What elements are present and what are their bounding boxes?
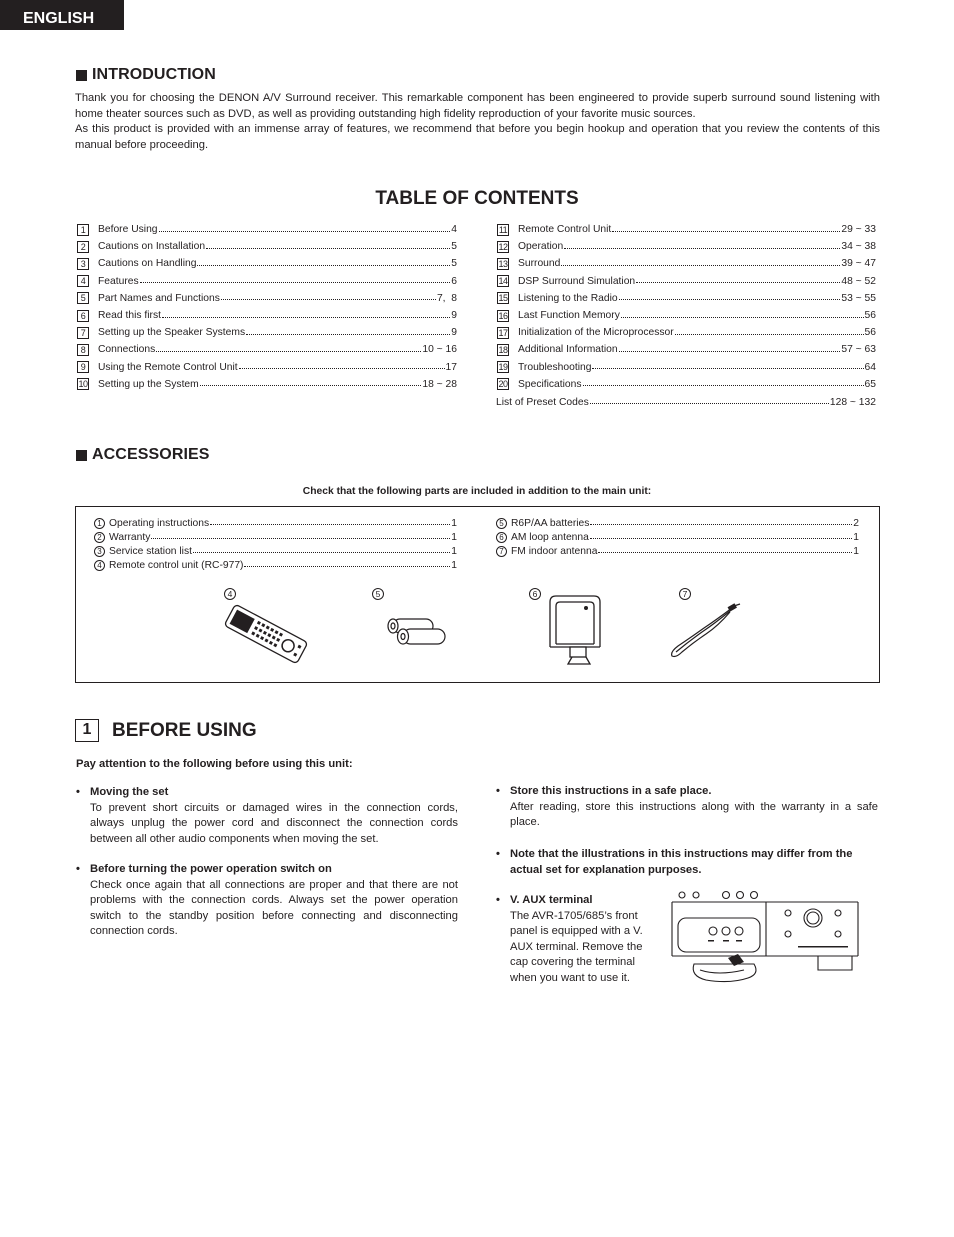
accessories-right-list [496, 516, 859, 558]
toc-label: Surround [518, 258, 561, 270]
toc-label: Before Using [98, 224, 158, 236]
toc-item[interactable] [497, 324, 876, 341]
bullet-body: The AVR-1705/685’s front panel is equipped with a V. AUX terminal. Remove the cap covering the terminal when you want to use it. [510, 909, 643, 984]
toc-item[interactable] [497, 221, 876, 238]
item-number: 6 [496, 532, 507, 543]
toc-number: 17 [498, 327, 508, 338]
introduction-text [75, 91, 880, 153]
toc-item[interactable] [497, 307, 876, 324]
introduction-heading-text: INTRODUCTION [92, 66, 216, 83]
toc-number: 14 [498, 276, 508, 287]
list-item [94, 516, 457, 530]
item-qty: 1 [451, 531, 457, 543]
toc-label: Cautions on Handling [98, 258, 197, 270]
toc-number: 19 [498, 362, 508, 373]
list-item [496, 544, 859, 558]
toc-item[interactable] [497, 255, 876, 272]
toc-page: 7, 8 [436, 292, 457, 304]
bullet-moving-the-set [76, 785, 458, 847]
toc-label: List of Preset Codes [496, 396, 589, 408]
list-item [496, 530, 859, 544]
toc-page: 5 [451, 258, 457, 270]
toc-page: 128 ~ 132 [829, 396, 876, 408]
introduction-heading [76, 66, 216, 84]
item-number: 5 [496, 518, 507, 529]
item-number: 1 [94, 518, 105, 529]
introduction-paragraph-1: Thank you for choosing the DENON A/V Surround receiver. This remarkable component has been engineered to provide superb surround sound listening with home theater sources such as DVD, as well as providing outstanding high fidelity reproduction of your favorite music sources. [75, 92, 880, 120]
introduction-paragraph-2: As this product is provided with an immense array of features, we recommend that before you begin hookup and operation that you review the contents of this manual before proceeding. [75, 123, 880, 151]
toc-page: 17 [445, 361, 457, 373]
toc-label: Operation [518, 241, 564, 253]
toc-number: 20 [498, 379, 508, 390]
toc-item-preset-codes[interactable] [496, 394, 876, 411]
toc-label: Specifications [518, 378, 582, 390]
accessories-box [75, 506, 880, 683]
toc-number: 7 [77, 327, 89, 339]
bullet-heading: • Note that the illustrations in this instructions may differ from the actual set for explanation purposes. [496, 847, 878, 878]
item-label: R6P/AA batteries [511, 517, 590, 529]
bullet-heading: • Moving the set [76, 785, 458, 801]
toc-page: 18 ~ 28 [422, 378, 457, 390]
toc-number: 5 [77, 292, 89, 304]
toc-page: 56 [864, 327, 876, 339]
toc-number: 16 [498, 310, 508, 321]
section-title: BEFORE USING [112, 719, 257, 741]
item-qty: 1 [451, 517, 457, 529]
item-qty: 2 [853, 517, 859, 529]
bullet-power-switch [76, 862, 458, 940]
item-label: AM loop antenna [511, 531, 589, 543]
before-using-heading [75, 719, 257, 742]
item-qty: 1 [451, 545, 457, 557]
toc-page: 6 [451, 275, 457, 287]
figure-label: 5 [372, 588, 384, 600]
toc-title: TABLE OF CONTENTS [375, 188, 579, 209]
list-item [94, 558, 457, 572]
toc-label: Additional Information [518, 344, 618, 356]
toc-label: Setting up the Speaker Systems [98, 327, 246, 339]
toc-label: Read this first [98, 310, 161, 322]
toc-label: Part Names and Functions [98, 292, 220, 304]
toc-page: 5 [451, 241, 457, 253]
figure-label: 6 [529, 588, 541, 600]
fm-indoor-antenna-icon [664, 602, 744, 662]
language-tab: ENGLISH [0, 0, 124, 30]
toc-item[interactable] [77, 255, 457, 272]
item-label: Warranty [109, 531, 151, 543]
item-number: 3 [94, 546, 105, 557]
toc-label: Last Function Memory [518, 310, 620, 322]
toc-page: 65 [864, 378, 876, 390]
toc-page: 57 ~ 63 [841, 344, 876, 356]
toc-label: Initialization of the Microprocessor [518, 327, 674, 339]
toc-item[interactable] [497, 238, 876, 255]
toc-page: 64 [864, 361, 876, 373]
item-label: Operating instructions [109, 517, 210, 529]
toc-item[interactable] [77, 307, 457, 324]
toc-item[interactable] [497, 376, 876, 393]
toc-number: 10 [78, 379, 88, 390]
bullet-vaux-terminal [496, 893, 662, 987]
before-using-intro: Pay attention to the following before using this unit: [76, 758, 353, 770]
bullet-heading: • Store this instructions in a safe place. [496, 784, 878, 800]
bullet-body: Check once again that all connections are proper and that there are not problems with the connection cords. Always set the power operation switch to the standby position before connecting and disconnecting connection cords. [90, 878, 458, 938]
toc-label: Setting up the System [98, 378, 199, 390]
list-item [496, 516, 859, 530]
toc-item[interactable] [497, 273, 876, 290]
toc-label: Listening to the Radio [518, 292, 618, 304]
toc-page: 53 ~ 55 [841, 292, 876, 304]
toc-item[interactable] [497, 290, 876, 307]
remote-control-icon [221, 602, 311, 667]
item-number: 2 [94, 532, 105, 543]
bullet-illustrations-note [496, 847, 878, 878]
bullet-body: After reading, store this instructions along with the warranty in a safe place. [510, 800, 878, 829]
toc-page: 10 ~ 16 [422, 344, 457, 356]
toc-item[interactable] [497, 341, 876, 358]
toc-number: 3 [77, 258, 89, 270]
toc-number: 4 [77, 275, 89, 287]
toc-label: Using the Remote Control Unit [98, 361, 238, 373]
toc-page: 4 [451, 224, 457, 236]
toc-number: 13 [498, 258, 508, 269]
toc-page: 9 [451, 310, 457, 322]
item-number: 4 [94, 560, 105, 571]
toc-number: 11 [498, 224, 508, 235]
bullet-body: To prevent short circuits or damaged wires in the connection cords, always unplug the power cord and disconnect the connection cords between all other audio components when moving the set. [90, 801, 458, 845]
toc-right-column [497, 221, 876, 411]
toc-number: 8 [77, 344, 89, 356]
item-qty: 1 [451, 559, 457, 571]
toc-number: 15 [498, 293, 508, 304]
square-bullet-icon [76, 450, 87, 461]
accessories-left-list [94, 516, 457, 572]
toc-page: 39 ~ 47 [841, 258, 876, 270]
am-loop-antenna-icon [542, 592, 607, 667]
toc-label: Features [98, 275, 139, 287]
toc-number: 2 [77, 241, 89, 253]
toc-label: Remote Control Unit [518, 224, 612, 236]
front-panel-illustration [668, 890, 864, 990]
toc-label: Cautions on Installation [98, 241, 206, 253]
toc-left-column [77, 221, 457, 393]
toc-label: Connections [98, 344, 156, 356]
square-bullet-icon [76, 70, 87, 81]
item-label: FM indoor antenna [511, 545, 598, 557]
toc-page: 48 ~ 52 [841, 275, 876, 287]
figure-label: 7 [679, 588, 691, 600]
toc-number: 12 [498, 241, 508, 252]
toc-item[interactable] [77, 341, 457, 358]
item-qty: 1 [853, 545, 859, 557]
toc-page: 56 [864, 310, 876, 322]
item-label: Remote control unit (RC-977) [109, 559, 244, 571]
toc-item[interactable] [77, 359, 457, 376]
item-label: Service station list [109, 545, 192, 557]
toc-number: 1 [77, 224, 89, 236]
toc-number: 18 [498, 344, 508, 355]
item-number: 7 [496, 546, 507, 557]
toc-item[interactable] [77, 376, 457, 393]
item-qty: 1 [853, 531, 859, 543]
toc-number: 6 [77, 310, 89, 322]
toc-page: 9 [451, 327, 457, 339]
section-number: 1 [75, 719, 99, 742]
toc-item[interactable] [77, 324, 457, 341]
toc-page: 29 ~ 33 [841, 224, 876, 236]
batteries-icon [383, 615, 448, 650]
list-item [94, 544, 457, 558]
bullet-store-instructions [496, 784, 878, 831]
accessories-heading-text: ACCESSORIES [92, 446, 210, 463]
toc-item[interactable] [77, 221, 457, 238]
toc-item[interactable] [77, 273, 457, 290]
list-item [94, 530, 457, 544]
accessories-heading [76, 446, 210, 464]
toc-label: Troubleshooting [518, 361, 592, 373]
toc-label: DSP Surround Simulation [518, 275, 636, 287]
figure-label: 4 [224, 588, 236, 600]
accessories-note: Check that the following parts are included in addition to the main unit: [302, 486, 652, 497]
toc-item[interactable] [77, 290, 457, 307]
toc-page: 34 ~ 38 [841, 241, 876, 253]
bullet-heading: • V. AUX terminal [496, 893, 662, 909]
bullet-heading: • Before turning the power operation switch on [76, 862, 458, 878]
toc-number: 9 [77, 361, 89, 373]
toc-item[interactable] [77, 238, 457, 255]
toc-item[interactable] [497, 359, 876, 376]
